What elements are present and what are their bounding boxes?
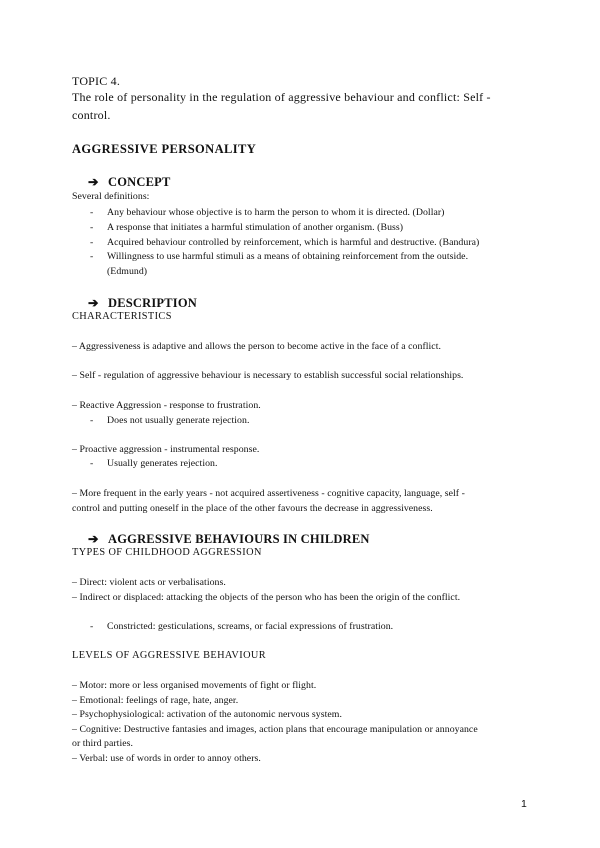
concept-intro: Several definitions: [72, 191, 150, 202]
concept-heading [88, 174, 171, 190]
list-item-text: Willingness to use harmful stimuli as a means of obtaining reinforcement from the outside. [107, 251, 469, 262]
paragraph: – Proactive aggression - instrumental response. [72, 444, 260, 455]
description-heading [88, 295, 197, 311]
list-item-text: Does not usually generate rejection. [107, 415, 250, 426]
list-item-text: Any behaviour whose objective is to harm the person to whom it is directed. (Dollar) [107, 207, 445, 218]
levels-subheading: LEVELS OF AGGRESSIVE BEHAVIOUR [72, 650, 267, 661]
list-item-text: A response that initiates a harmful stimulation of another organism. (Buss) [107, 222, 404, 233]
dash-bullet: - [90, 251, 94, 262]
arrow-icon: ➔ [88, 296, 99, 310]
arrow-icon: ➔ [88, 532, 99, 546]
list-item-continuation: (Edmund) [107, 266, 148, 277]
page-title-line-2: control. [72, 108, 111, 122]
page-title-line-1: The role of personality in the regulation of aggressive behaviour and conflict: Self - [72, 90, 491, 104]
list-item-text: Acquired behaviour controlled by reinforcement, which is harmful and destructive. (Bandura) [107, 237, 480, 248]
description-heading-text: DESCRIPTION [108, 296, 198, 310]
level-item: – Verbal: use of words in order to annoy others. [72, 753, 261, 764]
level-item: – Psychophysiological: activation of the autonomic nervous system. [72, 709, 342, 720]
concept-heading-text: CONCEPT [108, 175, 171, 189]
topic-label: TOPIC 4. [72, 74, 121, 88]
paragraph: – Self - regulation of aggressive behaviour is necessary to establish successful social relationships. [72, 370, 464, 381]
paragraph: – Direct: violent acts or verbalisations. [72, 577, 226, 588]
types-subheading: TYPES OF CHILDHOOD AGGRESSION [72, 547, 262, 558]
paragraph: – Indirect or displaced: attacking the objects of the person who has been the origin of the conflict. [72, 592, 461, 603]
dash-bullet: - [90, 621, 94, 632]
characteristics-subheading: CHARACTERISTICS [72, 311, 172, 322]
page-number: 1 [521, 798, 527, 810]
level-item: – Cognitive: Destructive fantasies and images, action plans that encourage manipulation or annoyance [72, 724, 478, 735]
dash-bullet: - [90, 222, 94, 233]
dash-bullet: - [90, 237, 94, 248]
children-heading [88, 531, 370, 547]
dash-bullet: - [90, 207, 94, 218]
paragraph: – More frequent in the early years - not acquired assertiveness - cognitive capacity, language, self - [72, 488, 465, 499]
level-item-continuation: or third parties. [72, 738, 133, 749]
children-heading-text: AGGRESSIVE BEHAVIOURS IN CHILDREN [108, 532, 370, 546]
level-item: – Emotional: feelings of rage, hate, anger. [72, 695, 239, 706]
dash-bullet: - [90, 415, 94, 426]
paragraph: – Aggressiveness is adaptive and allows the person to become active in the face of a conflict. [72, 341, 441, 352]
arrow-icon: ➔ [88, 175, 99, 189]
level-item: – Motor: more or less organised movements of fight or flight. [72, 680, 317, 691]
paragraph: – Reactive Aggression - response to frustration. [72, 400, 261, 411]
paragraph-continuation: control and putting oneself in the place of the other favours the decrease in aggressiveness. [72, 503, 433, 514]
list-item-text: Usually generates rejection. [107, 458, 218, 469]
dash-bullet: - [90, 458, 94, 469]
list-item-text: Constricted: gesticulations, screams, or facial expressions of frustration. [107, 621, 394, 632]
section-title: AGGRESSIVE PERSONALITY [72, 142, 257, 156]
